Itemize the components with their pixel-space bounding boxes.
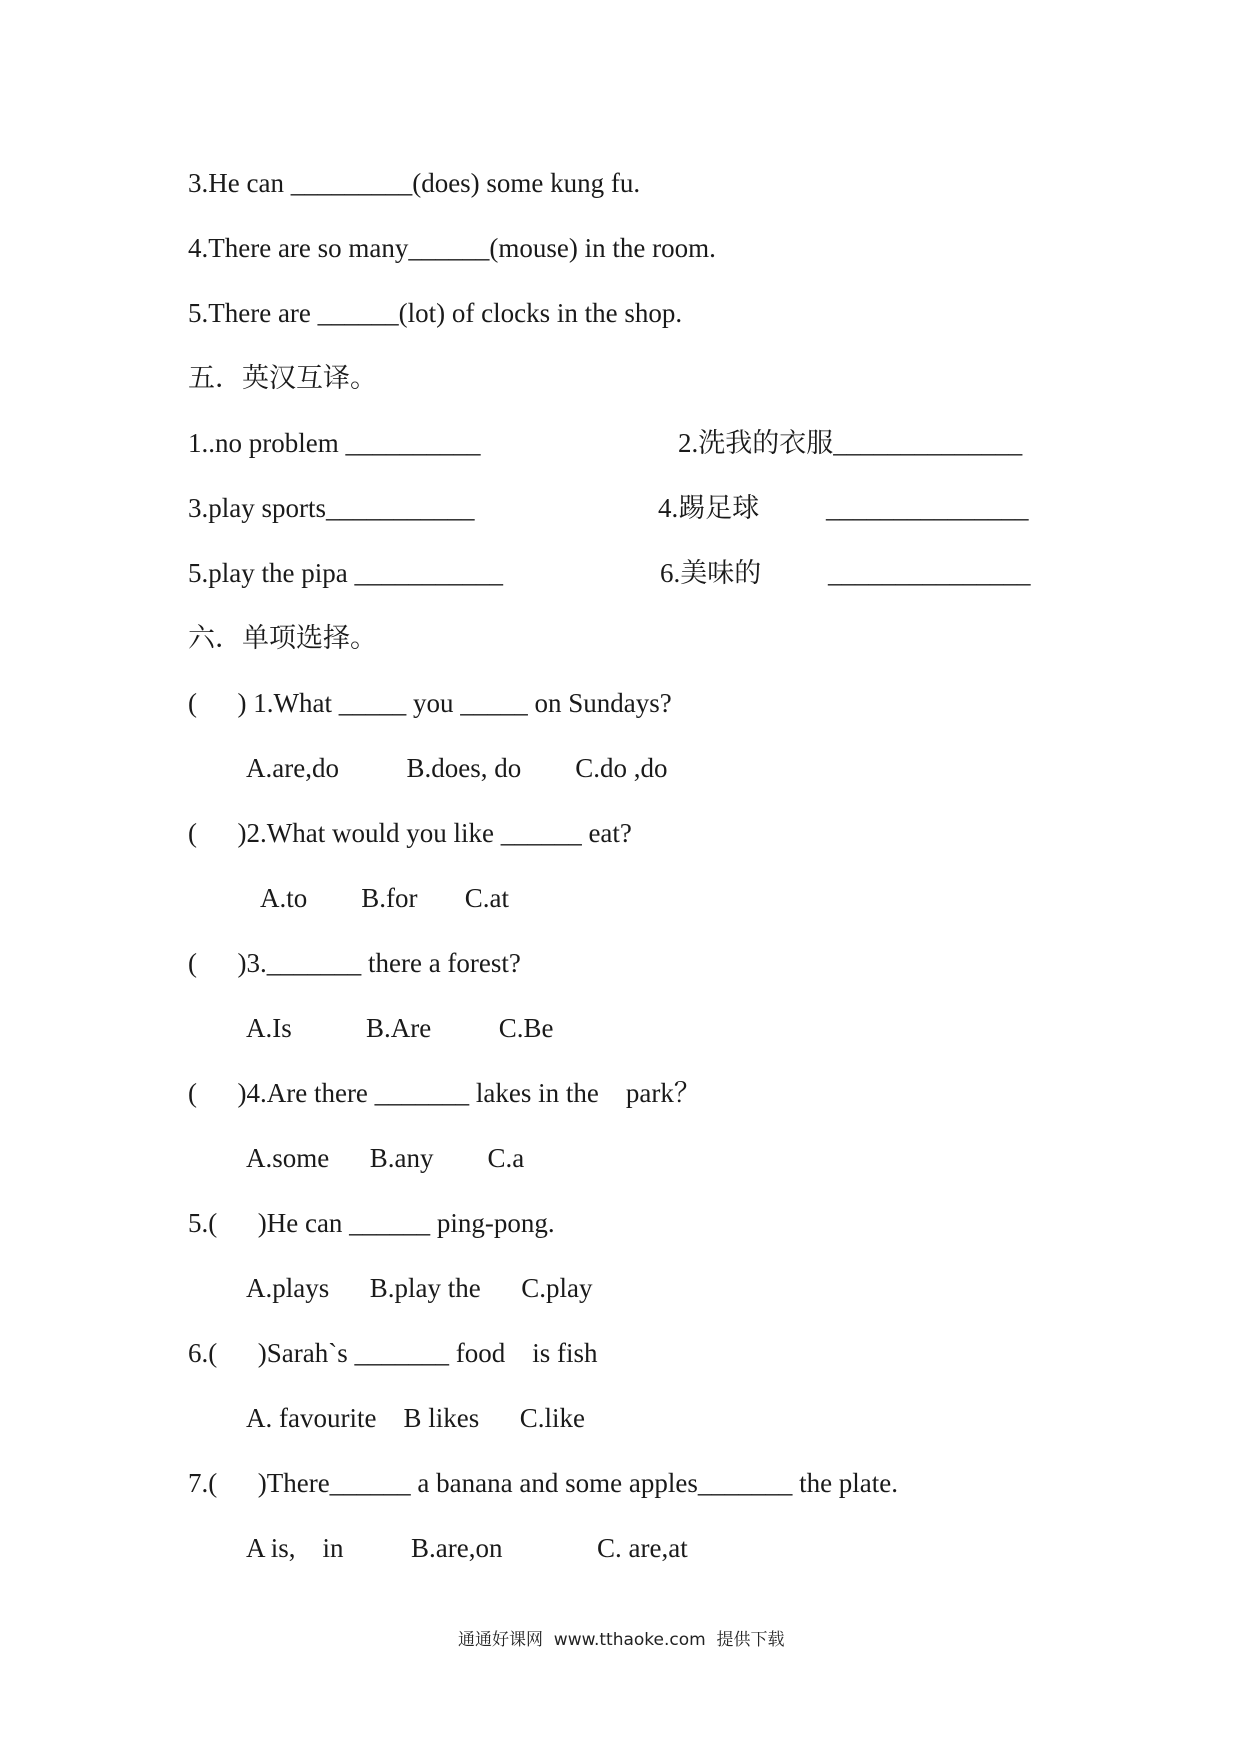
choice-question-5: 5.( )He can ______ ping-pong. [188,1208,555,1238]
footer-source: 通通好课网 www.tthaoke.com 提供下载 [458,1630,785,1650]
choice-question-3: ( )3._______ there a forest? [188,948,521,978]
section-6-heading: 六．单项选择。 [188,623,377,653]
translate-item-2: 2.洗我的衣服______________ [678,428,1023,458]
translate-item-1: 1..no problem __________ [188,428,481,458]
choice-options-3: A.Is B.Are C.Be [246,1013,554,1043]
choice-options-1: A.are,do B.does, do C.do ,do [246,753,668,783]
fill-in-question-3: 3.He can _________(does) some kung fu. [188,168,641,198]
choice-question-1: ( ) 1.What _____ you _____ on Sundays? [188,688,672,718]
translate-item-6-blank: _______________ [828,558,1031,588]
choice-options-5: A.plays B.play the C.play [246,1273,593,1303]
fill-in-question-4: 4.There are so many______(mouse) in the room. [188,233,716,263]
translate-item-3: 3.play sports___________ [188,493,475,523]
choice-question-2: ( )2.What would you like ______ eat? [188,818,632,848]
translate-item-4-blank: _______________ [826,493,1029,523]
fill-in-question-5: 5.There are ______(lot) of clocks in the shop. [188,298,683,328]
translate-item-6: 6.美味的 [660,558,762,588]
choice-options-7: A is, in B.are,on C. are,at [246,1533,688,1563]
choice-question-6: 6.( )Sarah`s _______ food is fish [188,1338,598,1368]
choice-options-2: A.to B.for C.at [260,883,509,913]
choice-options-6: A. favourite B likes C.like [246,1403,585,1433]
choice-question-7: 7.( )There______ a banana and some apples_______ the plate. [188,1468,899,1498]
choice-options-4: A.some B.any C.a [246,1143,525,1173]
translate-item-5: 5.play the pipa ___________ [188,558,503,588]
section-5-heading: 五．英汉互译。 [188,363,377,393]
translate-item-4: 4.踢足球 [658,493,760,523]
choice-question-4: ( )4.Are there _______ lakes in the park？ [188,1078,701,1108]
